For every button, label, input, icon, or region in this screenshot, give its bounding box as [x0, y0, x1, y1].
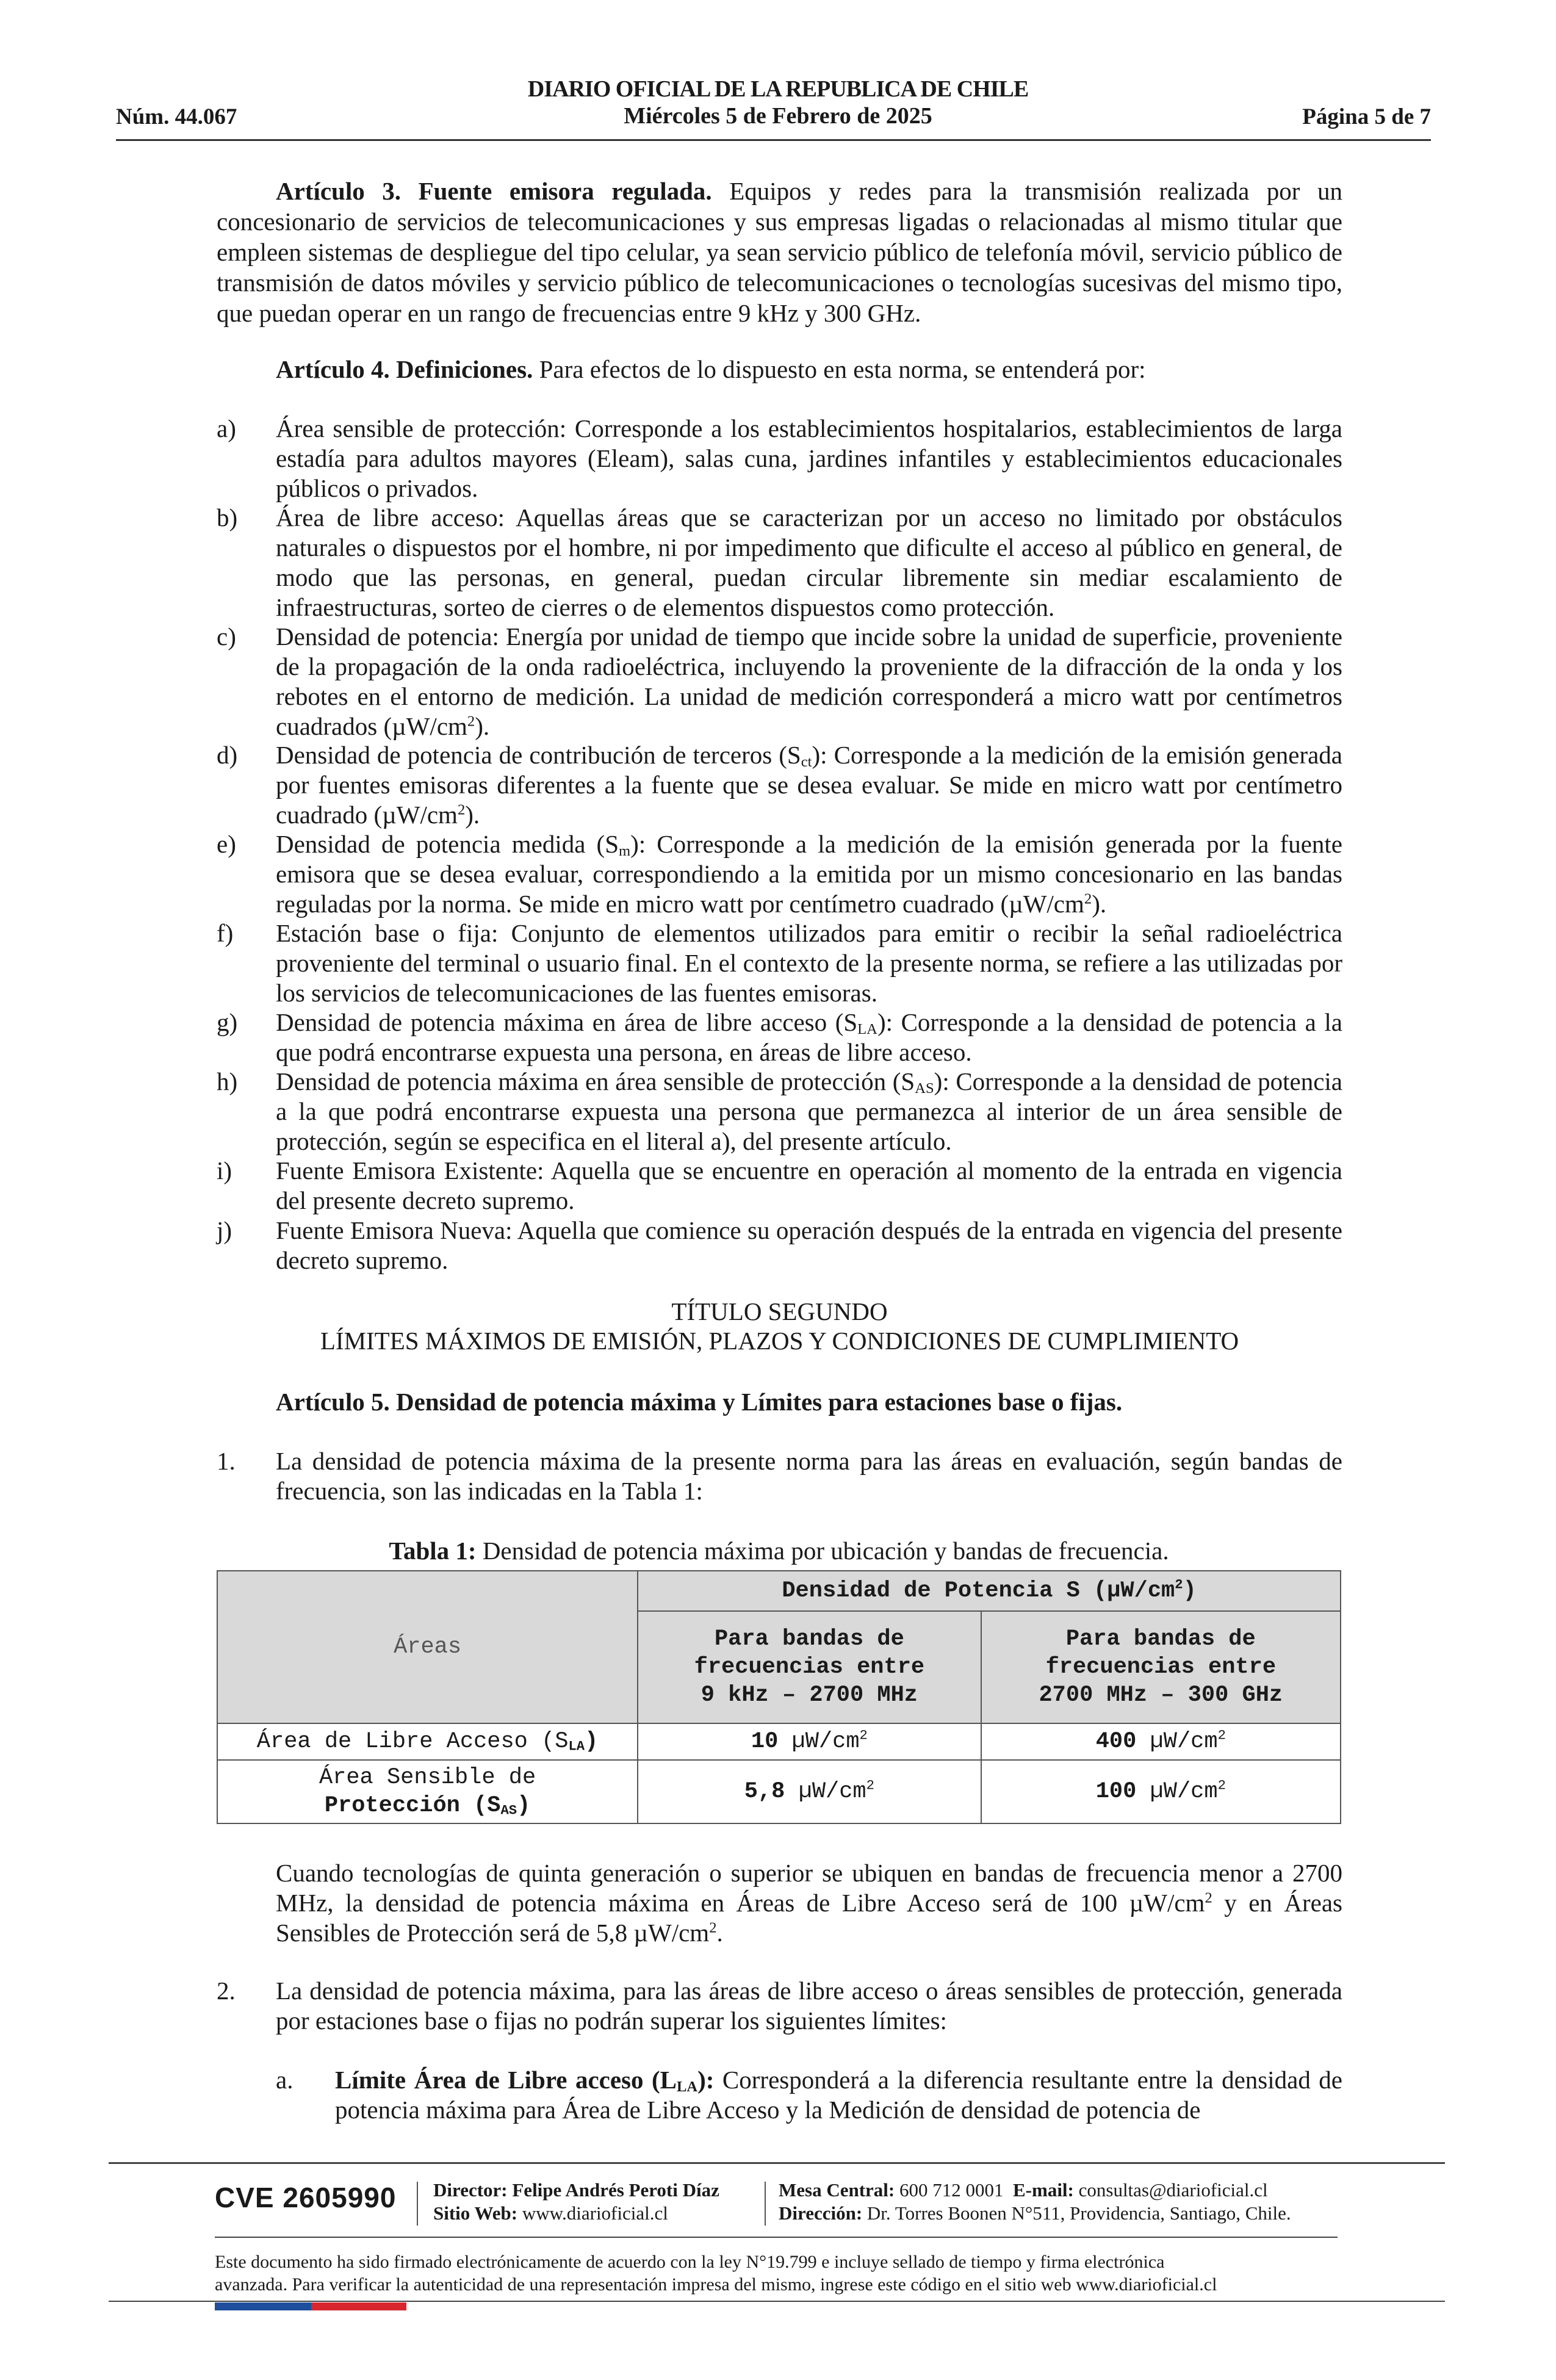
flag-stripe-red: [311, 2302, 406, 2310]
definition-text: Densidad de potencia máxima en área de libre acceso $(S_{LA})$: Corresponde a la densidad de potencia a la que podrá encontrarse expuesta una persona, en áreas de libre acceso.: [276, 1008, 1342, 1066]
item-label: 1.: [217, 1447, 236, 1475]
header-rule: [116, 139, 1431, 141]
article-4-text: Para efectos de lo dispuesto en esta norma, se entenderá por:: [539, 355, 1146, 383]
definition-text: Estación base o fija: Conjunto de elementos utilizados para emitir o recibir la señal radioeléctrica proveniente del terminal o usuario final. En el contexto de la presente norma, se refiere a las utilizadas por los servicios de telecomunicaciones de las fuentes emisoras.: [276, 919, 1342, 1007]
paragraph-5g: Cuando tecnologías de quinta generación o superior se ubiquen en bandas de frecuencia menor a 2700 MHz, la densidad de potencia máxima en Áreas de Libre Acceso será de 100 $\mu W/cm^2$ y en Áreas Sensibles de Protección será de 5,8 $\mu W/cm^2$.: [276, 1859, 1342, 1947]
footer-mid-rule: [215, 2237, 1338, 2238]
header-density: Densidad de Potencia S $(\mu W/cm^2)$: [638, 1571, 1341, 1611]
table-row: [217, 1760, 1341, 1823]
title-segundo: TÍTULO SEGUNDO: [671, 1297, 888, 1325]
header-band-high: Para bandas de frecuencias entre 2700 MHz – 300 GHz: [981, 1611, 1341, 1723]
table-row: [217, 1723, 1341, 1760]
article-3-heading: Artículo 3. Fuente emisora regulada.: [276, 177, 712, 205]
definition-label: b): [217, 503, 238, 532]
row-area-sensible: Área Sensible de Protección $(S_{AS})$: [217, 1760, 638, 1823]
definition-text: Densidad de potencia de contribución de terceros $(S_{ct})$: Corresponde a la medición de la emisión generada por fuentes emisoras diferentes a la fuente que se desea evaluar. Se mide en micro watt por centímetro cuadrado $(\mu W/cm^2)$.: [276, 741, 1342, 829]
footer-top-rule: [109, 2162, 1445, 2164]
value-libre-acceso-low: 10 $\mu W/cm^2$: [638, 1723, 981, 1760]
footer-legal-line-1: Este documento ha sido firmado electrónicamente de acuerdo con la ley N°19.799 e incluye sellado de tiempo y firma electrónica: [215, 2252, 1165, 2272]
journal-title: DIARIO OFICIAL DE LA REPUBLICA DE CHILE: [527, 76, 1029, 102]
definition-label: g): [217, 1008, 238, 1036]
item-text: La densidad de potencia máxima de la presente norma para las áreas en evaluación, según bandas de frecuencia, son las indicadas en la Tabla 1:: [276, 1447, 1342, 1505]
article-4: [217, 354, 1342, 384]
issue-date: Miércoles 5 de Febrero de 2025: [624, 103, 932, 129]
definition-text: Área sensible de protección: Corresponde a los establecimientos hospitalarios, establecimientos de larga estadía para adultos mayores (Eleam), salas cuna, jardines infantiles y establecimientos educacionales públicos o privados.: [276, 414, 1342, 502]
footer-bottom-rule: [109, 2301, 1445, 2302]
density-table: [217, 1570, 1341, 1824]
definition-label: i): [217, 1156, 232, 1185]
footer-legal-line-2: avanzada. Para verificar la autenticidad de una representación impresa del mismo, ingrese este código en el sitio web www.diarioficial.cl: [215, 2274, 1217, 2295]
footer-direccion: Dirección: Dr. Torres Boonen N°511, Providencia, Santiago, Chile.: [779, 2202, 1291, 2224]
definition-label: j): [217, 1216, 232, 1244]
item-text: La densidad de potencia máxima, para las áreas de libre acceso o áreas sensibles de protección, generada por estaciones base o fijas no podrán superar los siguientes límites:: [276, 1977, 1342, 2035]
definition-text: Densidad de potencia: Energía por unidad de tiempo que incide sobre la unidad de superficie, proveniente de la propagación de la onda radioeléctrica, incluyendo la proveniente de la difracción de la onda y los rebotes en el entorno de medición. La unidad de medición corresponderá a micro watt por centímetros cuadrados $(\mu W/cm^2)$.: [276, 622, 1342, 740]
article-3-text: Equipos y redes para la transmisión realizada por un concesionario de servicios de telecomunicaciones y sus empresas ligadas o relacionadas al mismo titular que empleen sistemas de despliegue del tipo celular, ya sean servicio público de telefonía móvil, servicio público de transmisión de datos móviles y servicio público de telecomunicaciones o tecnologías sucesivas del mismo tipo, que puedan operar en un rango de frecuencias entre 9 kHz y 300 GHz.: [217, 177, 1343, 327]
definition-label: a): [217, 414, 236, 442]
issue-number: Núm. 44.067: [116, 104, 237, 129]
header-areas: Áreas: [217, 1571, 638, 1723]
definition-text: Área de libre acceso: Aquellas áreas que se caracterizan por un acceso no limitado por obstáculos naturales o dispuestos por el hombre, ni por impedimento que dificulte el acceso al público en general, de modo que las personas, en general, puedan circular libremente sin mediar escalamiento de infraestructuras, sorteo de cierres o de elementos dispuestos como protección.: [276, 503, 1342, 621]
title-segundo-subtitle: LÍMITES MÁXIMOS DE EMISIÓN, PLAZOS Y CONDICIONES DE CUMPLIMIENTO: [320, 1327, 1239, 1355]
page-number: Página 5 de 7: [1302, 104, 1431, 129]
article-5-heading: Artículo 5. Densidad de potencia máxima y Límites para estaciones base o fijas.: [276, 1388, 1123, 1416]
value-libre-acceso-high: 400 $\mu W/cm^2$: [981, 1723, 1341, 1760]
definition-label: h): [217, 1067, 238, 1095]
footer-divider-2: [765, 2182, 766, 2226]
row-area-libre-acceso: Área de Libre Acceso $(S_{LA})$: [217, 1723, 638, 1760]
definition-text: Fuente Emisora Existente: Aquella que se encuentre en operación al momento de la entrada en vigencia del presente decreto supremo.: [276, 1156, 1342, 1214]
footer-divider: [417, 2182, 418, 2226]
table-caption: Tabla 1: Densidad de potencia máxima por ubicación y bandas de frecuencia.: [389, 1537, 1169, 1565]
header-band-low: Para bandas de frecuencias entre 9 kHz – 2700 MHz: [638, 1611, 981, 1723]
flag-stripe-blue: [215, 2302, 311, 2310]
definition-label: d): [217, 741, 238, 769]
definition-text: Densidad de potencia máxima en área sensible de protección $(S_{AS})$: Corresponde a la densidad de potencia a la que podrá encontrarse expuesta una persona que permanezca al interior de un área sensible de protección, según se especifica en el literal a), del presente artículo.: [276, 1067, 1342, 1155]
footer-director: Director: Felipe Andrés Peroti Díaz: [433, 2179, 719, 2201]
value-sensible-low: 5,8 $\mu W/cm^2$: [638, 1760, 981, 1823]
definition-text: Densidad de potencia medida $(S_m)$: Corresponde a la medición de la emisión generada por la fuente emisora que se desea evaluar, correspondiendo a la emitida por un mismo concesionario en las bandas reguladas por la norma. Se mide en micro watt por centímetro cuadrado $(\mu W/cm^2)$.: [276, 830, 1342, 918]
definition-label: c): [217, 622, 236, 651]
definition-label: e): [217, 830, 236, 858]
cve-code: CVE 2605990: [215, 2182, 397, 2213]
item-label: 2.: [217, 1977, 236, 2005]
item-text: Límite Área de Libre acceso $(L_{LA})$: Corresponderá a la diferencia resultante entre la densidad de potencia máxima para Área de Libre Acceso y la Medición de densidad de potencia de: [335, 2066, 1342, 2124]
value-sensible-high: 100 $\mu W/cm^2$: [981, 1760, 1341, 1823]
item-label: a.: [276, 2066, 294, 2094]
footer-web: Sitio Web: www.diarioficial.cl: [433, 2202, 668, 2224]
article-3: [217, 176, 1342, 328]
footer-mesa: Mesa Central: 600 712 0001 E-mail: consultas@diarioficial.cl: [779, 2179, 1268, 2201]
definition-text: Fuente Emisora Nueva: Aquella que comience su operación después de la entrada en vigencia del presente decreto supremo.: [276, 1216, 1342, 1274]
definition-label: f): [217, 919, 234, 947]
article-4-heading: Artículo 4. Definiciones.: [276, 355, 533, 383]
